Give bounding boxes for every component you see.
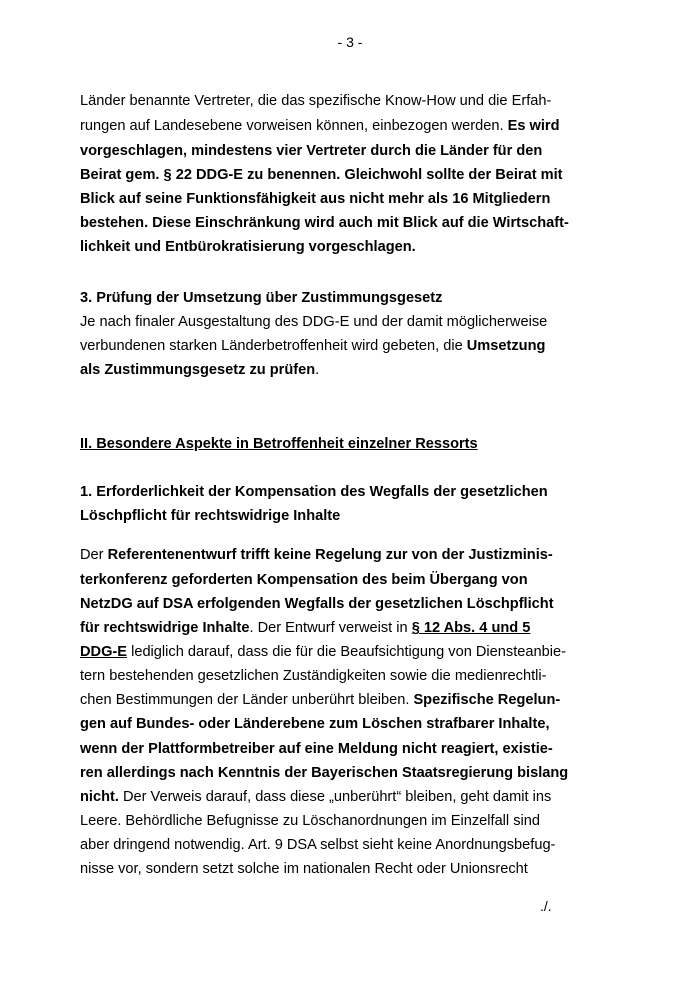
text-line: Je nach finaler Ausgestaltung des DDG-E und der damit möglicherweise — [80, 314, 548, 330]
bold-text: Umsetzung — [466, 338, 546, 354]
text-line: rungen auf Landesebene vorweisen können, einbezogen werden. Es wird — [80, 118, 560, 134]
continuation-mark: ./. — [540, 898, 552, 914]
text-line: nisse vor, sondern setzt solche im nationalen Recht oder Unionsrecht — [80, 861, 528, 877]
text-line: aber dringend notwendig. Art. 9 DSA selbst sieht keine Anordnungsbefug- — [80, 837, 556, 853]
legal-reference: § 12 Abs. 4 und 5 — [411, 620, 531, 636]
text-line: Leere. Behördliche Befugnisse zu Löschanordnungen im Einzelfall sind — [80, 813, 540, 829]
text-line: NetzDG auf DSA erfolgenden Wegfalls der gesetzlichen Löschpflicht — [80, 596, 554, 612]
text-line: verbundenen starken Länderbetroffenheit wird gebeten, die Umsetzung — [80, 338, 546, 354]
text-line: Beirat gem. § 22 DDG-E zu benennen. Gleichwohl sollte der Beirat mit — [80, 167, 563, 183]
text-line: chen Bestimmungen der Länder unberührt bleiben. Spezifische Regelun- — [80, 692, 561, 708]
text-line: terkonferenz geforderten Kompensation des beim Übergang von — [80, 572, 528, 588]
text-line: für rechtswidrige Inhalte. Der Entwurf verweist in § 12 Abs. 4 und 5 — [80, 620, 531, 636]
bold-text: Referentenentwurf trifft keine Regelung zur von der Justizminis- — [107, 547, 553, 563]
bold-text: nicht. — [80, 789, 119, 805]
text-line: wenn der Plattformbetreiber auf eine Meldung nicht reagiert, existie- — [80, 741, 553, 757]
legal-reference: DDG-E — [80, 644, 128, 660]
text-line: nicht. Der Verweis darauf, dass diese „unberührt“ bleiben, geht damit ins — [80, 789, 552, 805]
text-line: als Zustimmungsgesetz zu prüfen. — [80, 362, 320, 378]
text-line: DDG-E lediglich darauf, dass die für die Beaufsichtigung von Diensteanbie- — [80, 644, 566, 660]
text-line: Der Referentenentwurf trifft keine Regelung zur von der Justizminis- — [80, 547, 553, 563]
text-line: vorgeschlagen, mindestens vier Vertreter durch die Länder für den — [80, 143, 543, 159]
section-heading: 3. Prüfung der Umsetzung über Zustimmungsgesetz — [80, 290, 443, 306]
text-line: gen auf Bundes- oder Länderebene zum Löschen strafbarer Inhalte, — [80, 716, 550, 732]
bold-text: Es wird — [507, 118, 560, 134]
bold-text: Spezifische Regelun- — [413, 692, 561, 708]
text-line: ren allerdings nach Kenntnis der Bayerischen Staatsregierung bislang — [80, 765, 569, 781]
text-line: lichkeit und Entbürokratisierung vorgeschlagen. — [80, 239, 416, 255]
page-number: - 3 - — [337, 34, 363, 50]
section-heading: 1. Erforderlichkeit der Kompensation des Wegfalls der gesetzlichen — [80, 484, 548, 500]
section-heading: Löschpflicht für rechtswidrige Inhalte — [80, 508, 341, 524]
chapter-heading: II. Besondere Aspekte in Betroffenheit einzelner Ressorts — [80, 436, 478, 452]
text-line: Länder benannte Vertreter, die das spezifische Know-How und die Erfah- — [80, 93, 552, 109]
text-line: Blick auf seine Funktionsfähigkeit aus nicht mehr als 16 Mitgliedern — [80, 191, 551, 207]
text-line: bestehen. Diese Einschränkung wird auch mit Blick auf die Wirtschaft- — [80, 215, 569, 231]
bold-text: als Zustimmungsgesetz zu prüfen — [80, 362, 316, 378]
bold-text: für rechtswidrige Inhalte — [80, 620, 250, 636]
text-line: tern bestehenden gesetzlichen Zuständigkeiten sowie die medienrechtli- — [80, 668, 547, 684]
